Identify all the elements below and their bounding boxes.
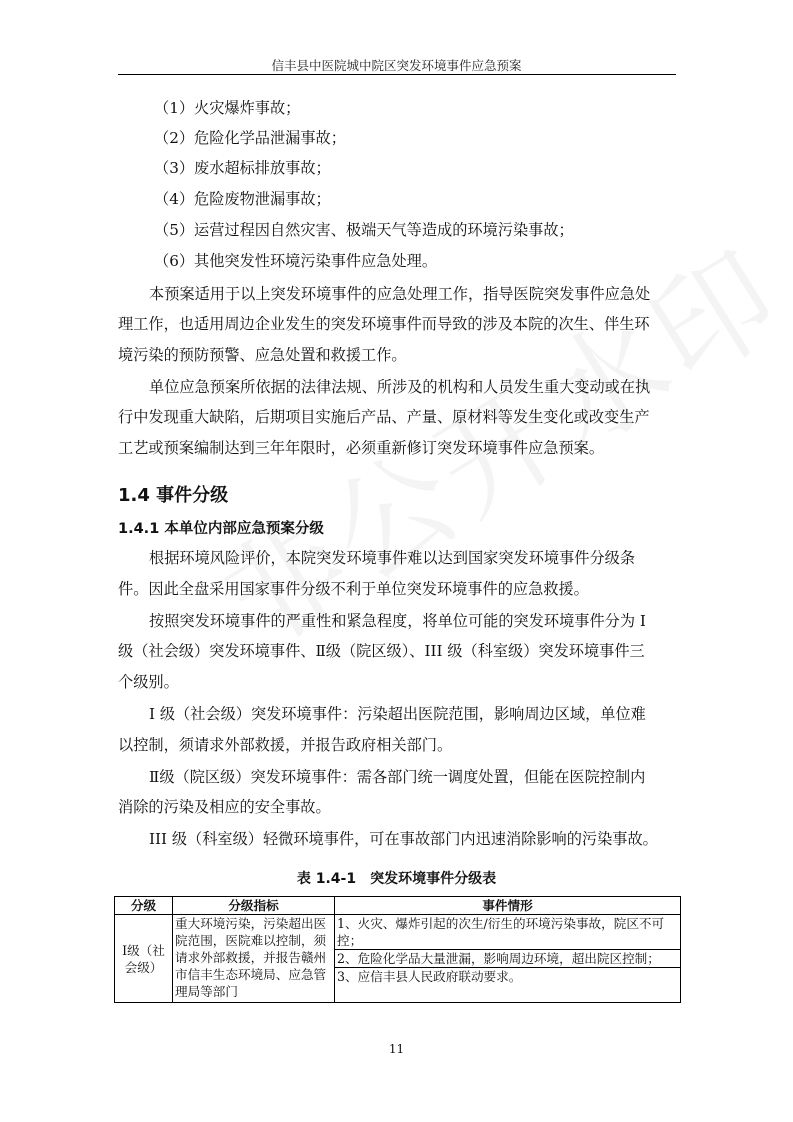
paragraph-line: 境污染的预防预警、应急处置和救援工作。 [118,346,407,364]
table-header-cell: 分级 [115,897,173,915]
level-cell: I级（社会级） [115,915,173,1003]
table-caption: 表 1.4-1 突发环境事件分级表 [296,871,497,887]
page-number: 11 [388,1042,405,1056]
list-item: （4）危险废物泄漏事故； [154,190,331,208]
table-header-row [115,897,681,915]
list-item: （6）其他突发性环境污染事件应急处理。 [154,252,438,270]
list-item: （3）废水超标排放事故； [154,159,331,177]
case-cell: 1、火灾、爆炸引起的次生/衍生的环境污染事故，院区不可控； [335,915,681,950]
section-heading: 1.4 事件分级 [118,485,229,506]
paragraph-line: 单位应急预案所依据的法律法规、所涉及的机构和人员发生重大变动或在执 [149,378,651,396]
paragraph-line: 理工作，也适用周边企业发生的突发环境事件而导致的涉及本院的次生、伴生环 [118,315,650,333]
list-item: （2）危险化学品泄漏事故； [154,129,346,147]
paragraph-line: 行中发现重大缺陷，后期项目实施后产品、产量、原材料等发生变化或改变生产 [118,408,650,426]
table-header-cell: 事件情形 [335,897,681,915]
paragraph-line: 个级别。 [118,673,179,691]
indicator-cell: 重大环境污染，污染超出医院范围，医院难以控制，须请求外部救援，并报告赣州市信丰生态环境局、应急管理局等部门 [173,915,335,1003]
page-header: 信丰县中医院城中院区突发环境事件应急预案 [271,58,522,73]
header-rule [118,74,676,75]
grading-table [114,896,681,1003]
paragraph-line: 根据环境风险评价，本院突发环境事件难以达到国家突发环境事件分级条 [149,549,635,567]
paragraph-line: 件。因此全盘采用国家事件分级不利于单位突发环境事件的应急救援。 [118,580,589,598]
subsection-heading: 1.4.1 本单位内部应急预案分级 [118,521,324,537]
paragraph-line: III 级（科室级）轻微环境事件，可在事故部门内迅速消除影响的污染事故。 [149,830,658,848]
paragraph-line: I 级（社会级）突发环境事件：污染超出医院范围，影响周边区域，单位难 [149,705,646,723]
case-cell: 3、应信丰县人民政府联动要求。 [335,968,681,1003]
paragraph-line: 工艺或预案编制达到三年年限时，必须重新修订突发环境事件应急预案。 [118,439,604,457]
case-cell: 2、危险化学品大量泄漏，影响周边环境，超出院区控制； [335,950,681,968]
paragraph-line: Ⅱ级（院区级）突发环境事件：需各部门统一调度处置，但能在医院控制内 [149,768,646,786]
paragraph-line: 本预案适用于以上突发环境事件的应急处理工作，指导医院突发事件应急处 [149,285,651,303]
paragraph-line: 级（社会级）突发环境事件、Ⅱ级（院区级）、III 级（科室级）突发环境事件三 [118,642,645,660]
list-item: （5）运营过程因自然灾害、极端天气等造成的环境污染事故； [154,221,574,239]
paragraph-line: 以控制，须请求外部救援，并报告政府相关部门。 [118,736,453,754]
paragraph-line: 消除的污染及相应的安全事故。 [118,798,331,816]
list-item: （1）火灾爆炸事故； [154,99,301,117]
table-row [115,915,681,950]
paragraph-line: 按照突发环境事件的严重性和紧急程度，将单位可能的突发环境事件分为 I [149,612,646,630]
table-header-cell: 分级指标 [173,897,335,915]
